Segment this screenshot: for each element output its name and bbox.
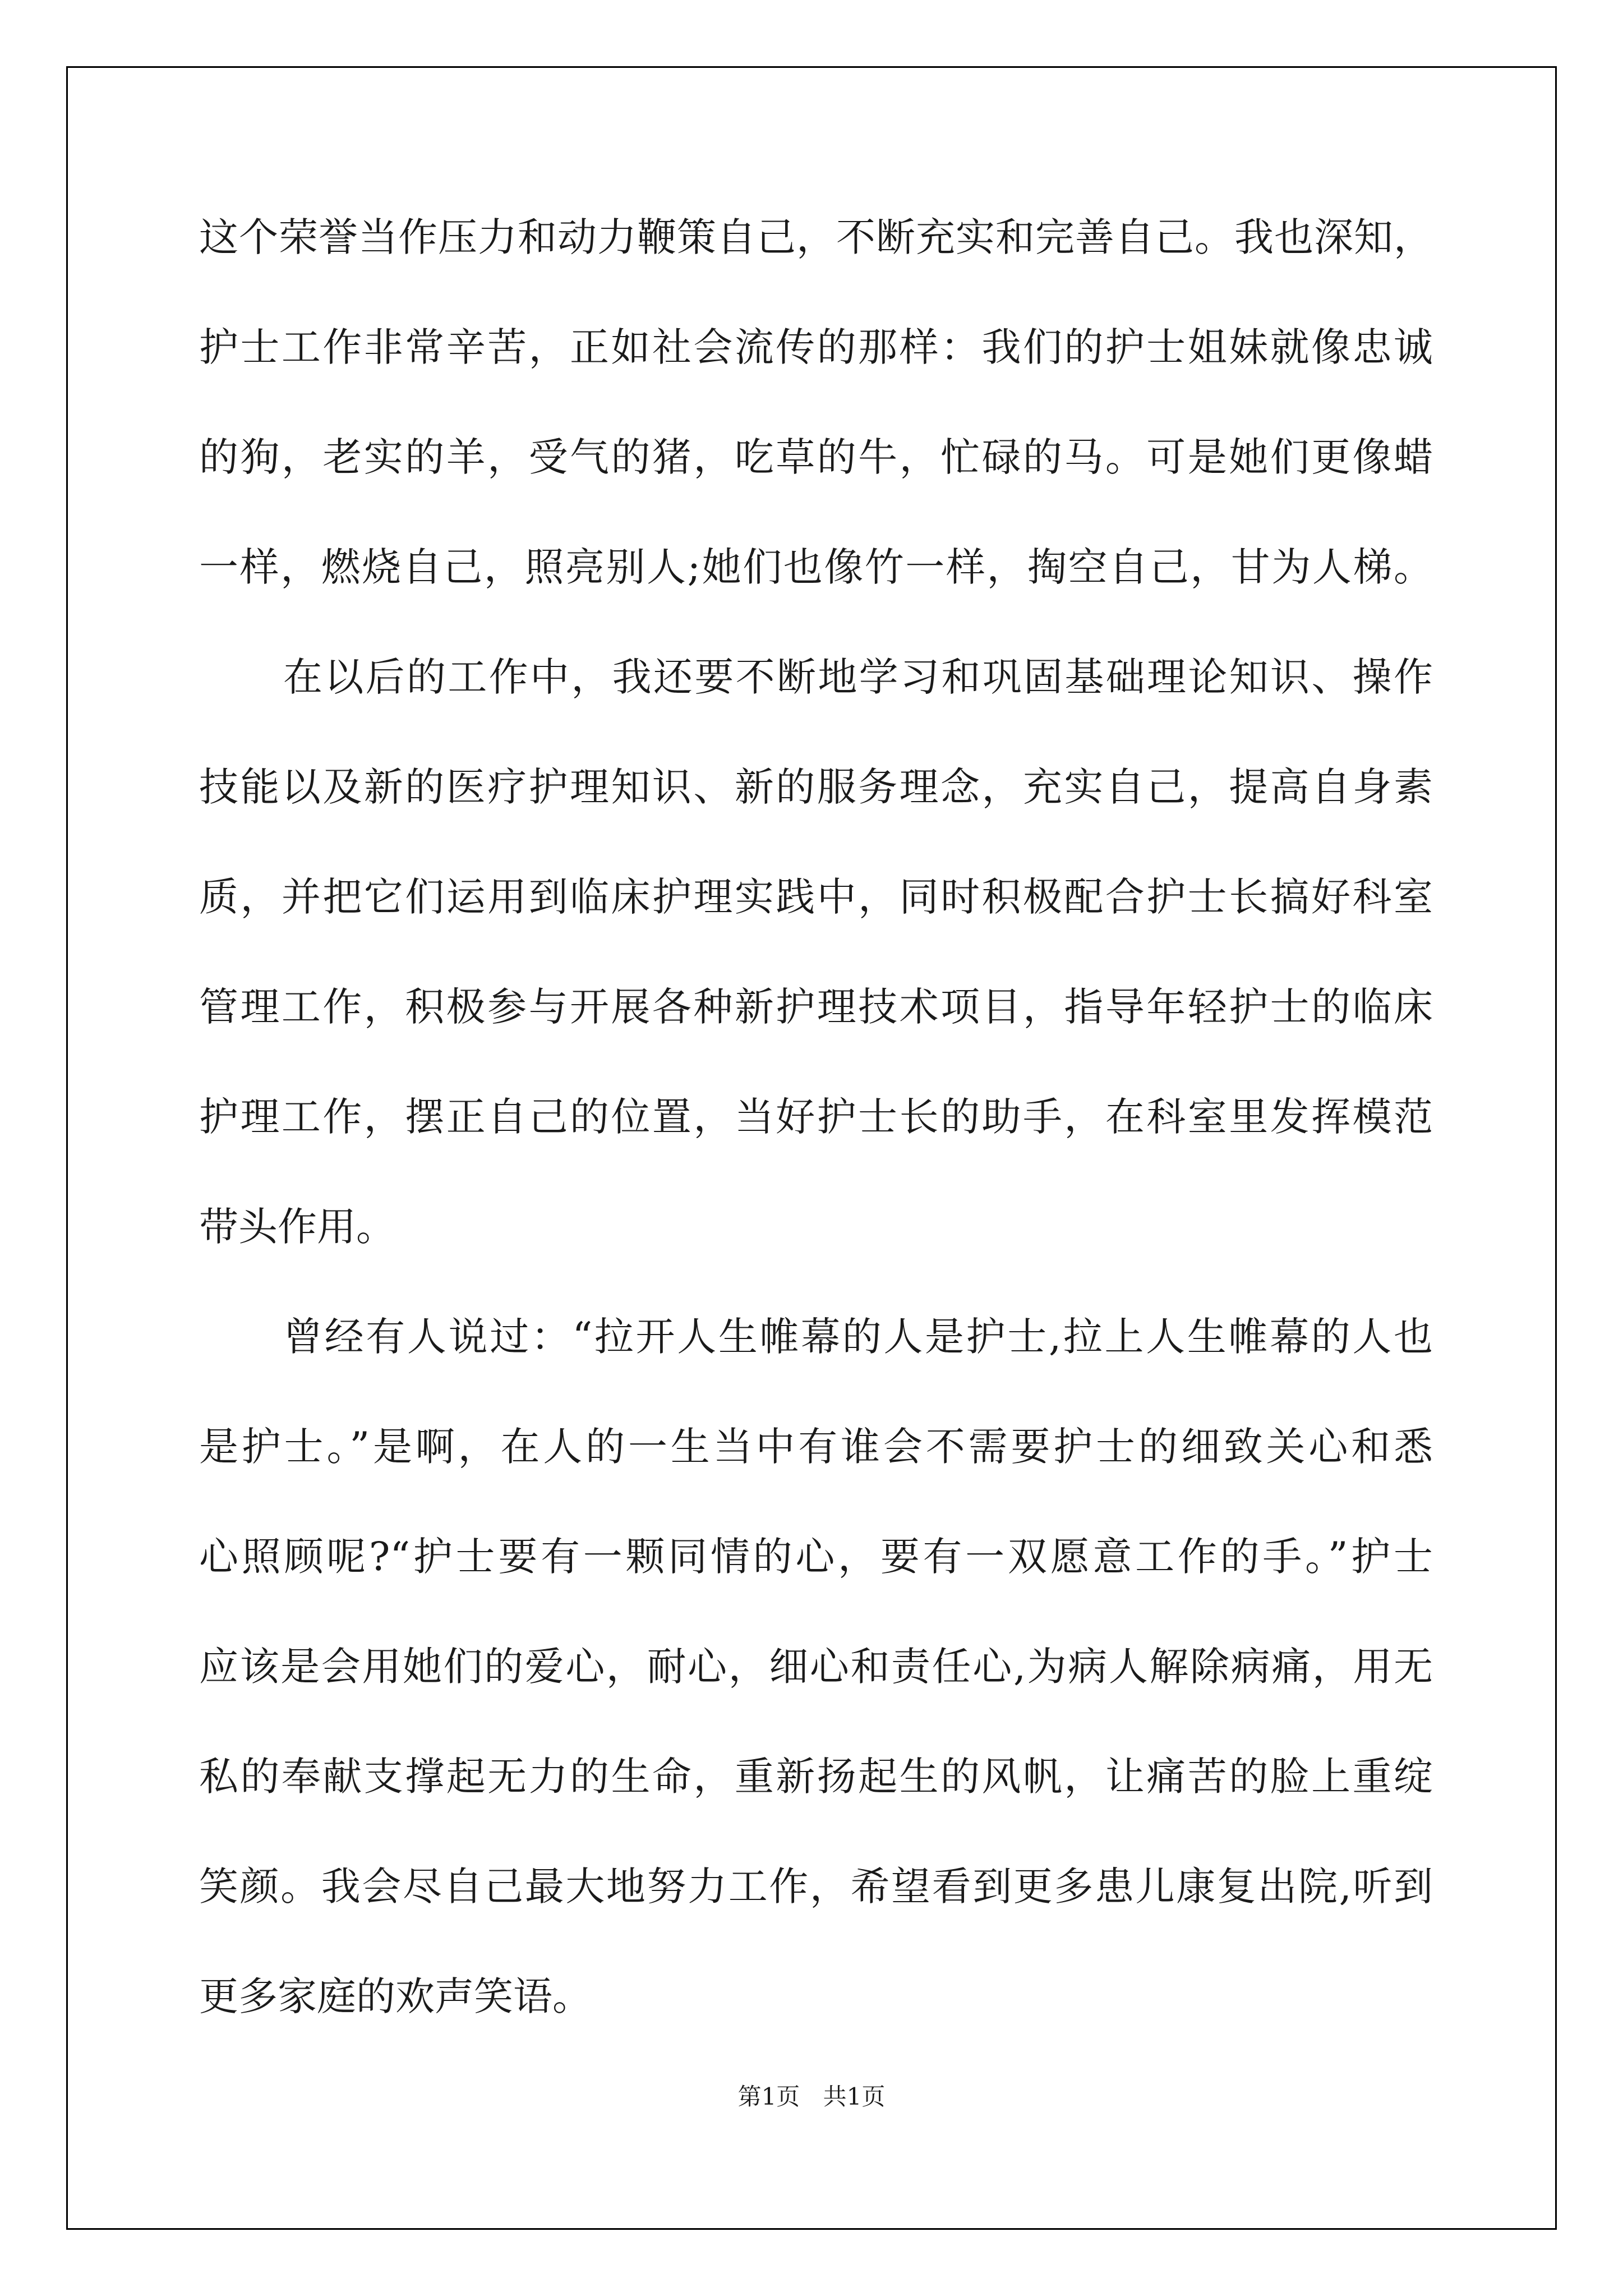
- page-total: 共1页: [823, 2083, 886, 2110]
- page-number: 第1页: [737, 2083, 800, 2110]
- text-line: 私的奉献支撑起无力的生命，重新扬起生的风帆，让痛苦的脸上重绽: [199, 1754, 1433, 1800]
- text-line: 笑颜。我会尽自己最大地努力工作，希望看到更多患儿康复出院,听到: [199, 1864, 1433, 1910]
- text-line: 心照顾呢?“护士要有一颗同情的心，要有一双愿意工作的手。”护士: [199, 1534, 1433, 1580]
- text-line: 这个荣誉当作压力和动力鞭策自己，不断充实和完善自己。我也深知，: [199, 214, 1433, 260]
- text-line: 的狗，老实的羊，受气的猪，吃草的牛，忙碌的马。可是她们更像蜡: [199, 434, 1433, 480]
- paragraph-start-line: 在以后的工作中，我还要不断地学习和巩固基础理论知识、操作: [283, 654, 1433, 700]
- text-line: 管理工作，积极参与开展各种新护理技术项目，指导年轻护士的临床: [199, 984, 1433, 1030]
- document-body: [199, 214, 1433, 2087]
- text-line: 护理工作，摆正自己的位置，当好护士长的助手，在科室里发挥模范: [199, 1094, 1433, 1140]
- text-line: 是护士。”是啊，在人的一生当中有谁会不需要护士的细致关心和悉: [199, 1424, 1433, 1470]
- text-line: 质，并把它们运用到临床护理实践中，同时积极配合护士长搞好科室: [199, 874, 1433, 920]
- paragraph-end-line: 更多家庭的欢声笑语。: [199, 1973, 592, 2019]
- text-line: 护士工作非常辛苦，正如社会流传的那样：我们的护士姐妹就像忠诚: [199, 324, 1433, 370]
- page-footer: [0, 2078, 1623, 2112]
- paragraph-end-line: 带头作用。: [199, 1204, 395, 1250]
- text-line: 一样，燃烧自己，照亮别人;她们也像竹一样，掏空自己，甘为人梯。: [199, 544, 1433, 590]
- text-line: 应该是会用她们的爱心，耐心，细心和责任心,为病人解除病痛，用无: [199, 1644, 1433, 1690]
- paragraph-start-line: 曾经有人说过：“拉开人生帷幕的人是护士,拉上人生帷幕的人也: [283, 1314, 1433, 1360]
- text-line: 技能以及新的医疗护理知识、新的服务理念，充实自己，提高自身素: [199, 764, 1433, 810]
